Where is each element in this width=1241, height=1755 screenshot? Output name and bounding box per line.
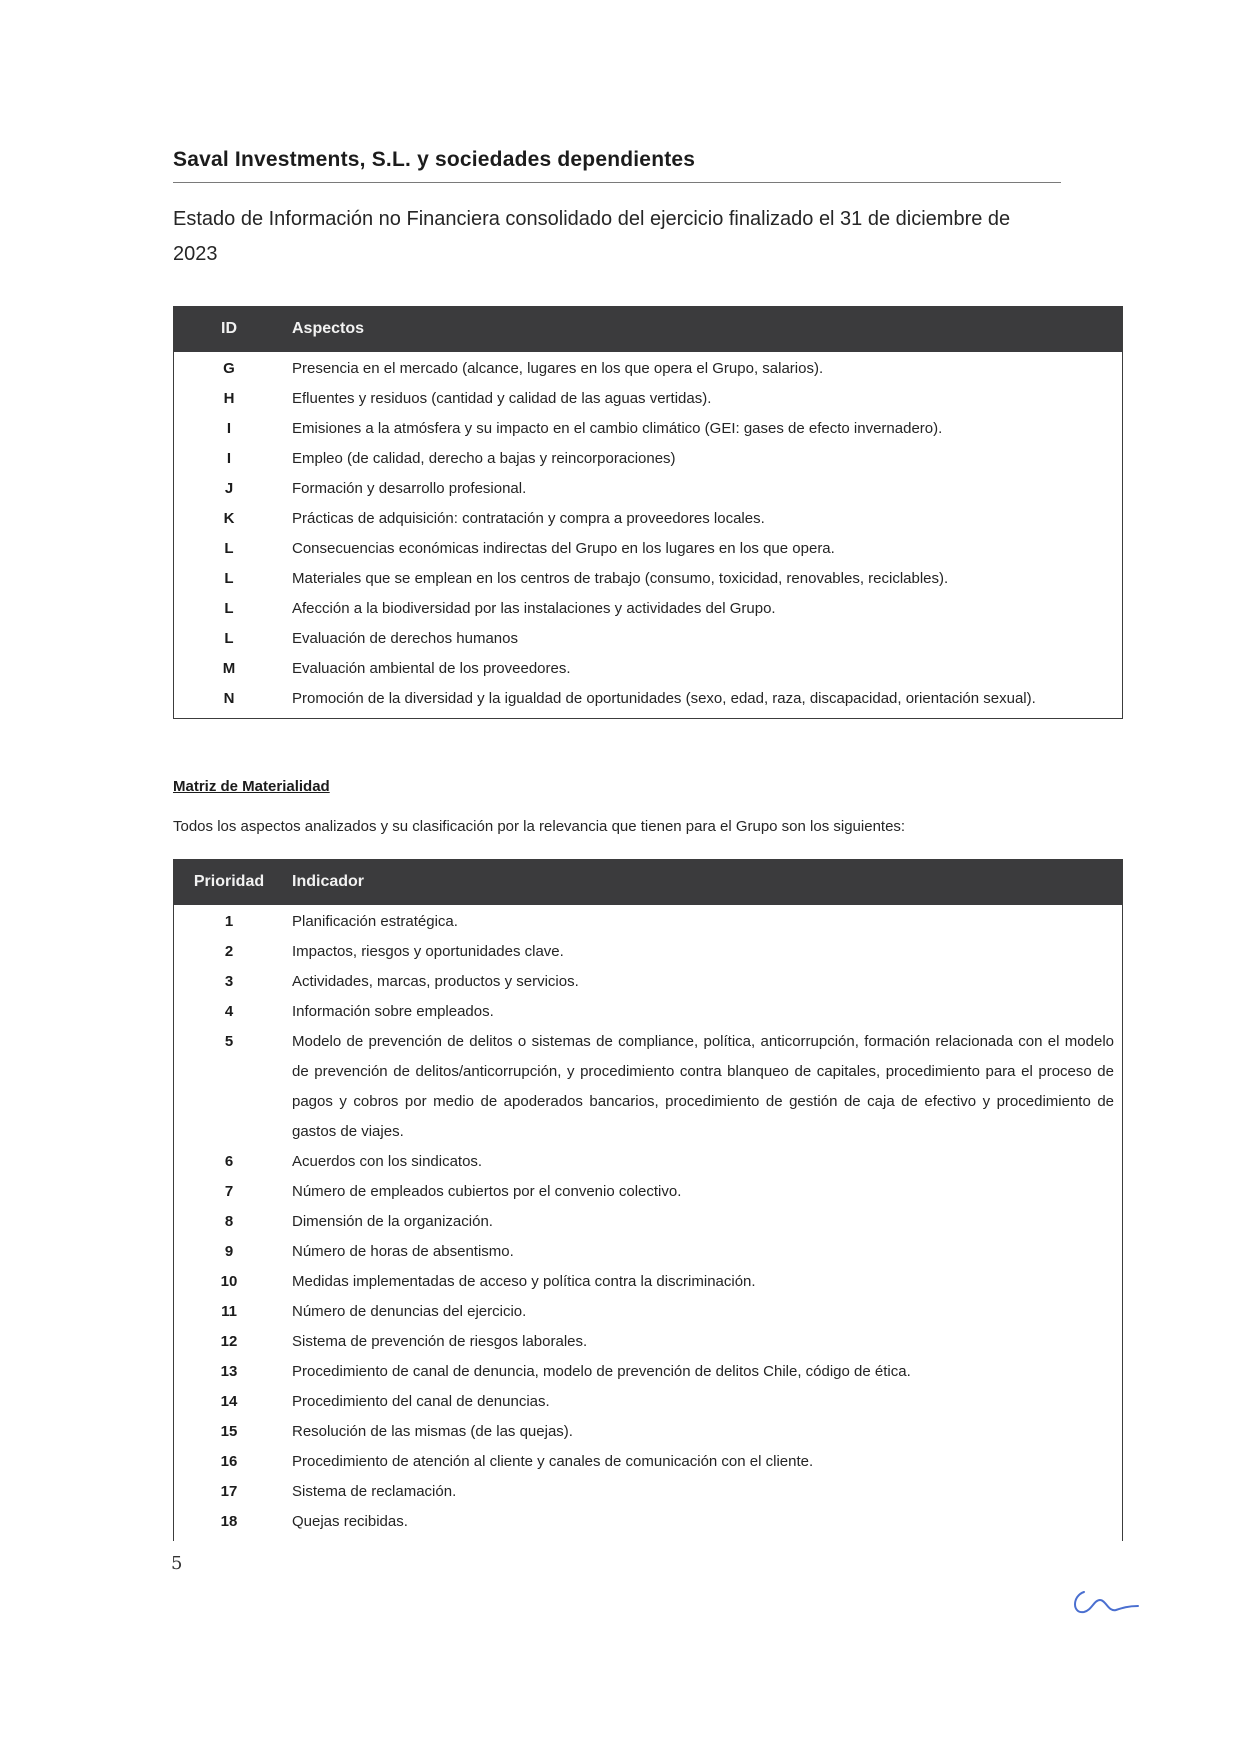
row-text: Materiales que se emplean en los centros de trabajo (consumo, toxicidad, renovables, reciclables). xyxy=(292,570,949,587)
row-text: Procedimiento del canal de denuncias. xyxy=(292,1393,550,1410)
table-row xyxy=(174,1267,1122,1297)
table-row xyxy=(174,1447,1122,1477)
table-row xyxy=(174,594,1122,624)
row-key: 10 xyxy=(220,1273,238,1290)
row-key: L xyxy=(224,630,234,647)
row-key: I xyxy=(226,450,232,467)
table-row xyxy=(174,504,1122,534)
row-text: Evaluación de derechos humanos xyxy=(292,630,518,647)
row-text: Afección a la biodiversidad por las instalaciones y actividades del Grupo. xyxy=(292,600,776,617)
header-aspectos: Aspectos xyxy=(292,320,365,337)
table-row xyxy=(174,997,1122,1027)
table-row xyxy=(174,654,1122,684)
materiality-table-body xyxy=(174,905,1122,1541)
row-text: Dimensión de la organización. xyxy=(292,1213,493,1230)
table-row xyxy=(174,1027,1122,1147)
row-text: Resolución de las mismas (de las quejas). xyxy=(292,1423,573,1440)
row-text: Número de horas de absentismo. xyxy=(292,1243,514,1260)
row-key: 17 xyxy=(220,1483,238,1500)
page-number: 5 xyxy=(171,1553,183,1574)
table-row xyxy=(174,1147,1122,1177)
row-text: Procedimiento de atención al cliente y canales de comunicación con el cliente. xyxy=(292,1453,814,1470)
row-text: Número de denuncias del ejercicio. xyxy=(292,1303,527,1320)
row-key: I xyxy=(226,420,232,437)
row-key: 1 xyxy=(224,913,234,930)
row-text: Sistema de prevención de riesgos laborales. xyxy=(292,1333,588,1350)
aspects-table-body xyxy=(174,352,1122,718)
company-name: Saval Investments, S.L. y sociedades dependientes xyxy=(173,148,696,171)
row-key: 9 xyxy=(224,1243,234,1260)
row-text: Impactos, riesgos y oportunidades clave. xyxy=(292,943,564,960)
row-key: 4 xyxy=(224,1003,234,1020)
table-row xyxy=(174,564,1122,594)
row-key: 13 xyxy=(220,1363,238,1380)
row-text: Planificación estratégica. xyxy=(292,913,458,930)
aspects-table-header xyxy=(174,306,1122,352)
row-text: Evaluación ambiental de los proveedores. xyxy=(292,660,571,677)
row-key: 14 xyxy=(220,1393,238,1410)
signature-mark xyxy=(1070,1586,1140,1622)
table-row xyxy=(174,1327,1122,1357)
row-key: N xyxy=(223,690,235,707)
header-id: ID xyxy=(221,320,237,337)
table-row xyxy=(174,1477,1122,1507)
row-text: Número de empleados cubiertos por el convenio colectivo. xyxy=(292,1183,682,1200)
row-text: Promoción de la diversidad y la igualdad de oportunidades (sexo, edad, raza, discapacidad, orientación sexual). xyxy=(292,690,1036,707)
row-text: Sistema de reclamación. xyxy=(292,1483,457,1500)
row-key: 3 xyxy=(224,973,234,990)
row-text: Procedimiento de canal de denuncia, modelo de prevención de delitos Chile, código de ética. xyxy=(292,1363,911,1380)
header-indicador: Indicador xyxy=(292,873,365,890)
row-key: K xyxy=(223,510,235,527)
table-row xyxy=(174,534,1122,564)
row-text: Modelo de prevención de delitos o sistemas de compliance, política, anticorrupción, formación relacionada con el modelo de prevención de delitos/anticorrupción, y procedimiento contra blanqueo de capitales, procedimiento para el proceso de pagos y cobros por medio de apoderados bancarios, procedimiento de gestión de caja de efectivo y procedimiento de gastos de viajes. xyxy=(292,1033,1114,1140)
aspects-table xyxy=(173,306,1123,719)
row-key: 16 xyxy=(220,1453,238,1470)
table-row xyxy=(174,967,1122,997)
row-text: Información sobre empleados. xyxy=(292,1003,494,1020)
table-row xyxy=(174,684,1122,714)
row-key: 2 xyxy=(224,943,234,960)
row-key: 18 xyxy=(220,1513,238,1530)
table-row xyxy=(174,1207,1122,1237)
row-key: 7 xyxy=(224,1183,234,1200)
table-row xyxy=(174,1507,1122,1537)
row-text: Presencia en el mercado (alcance, lugares en los que opera el Grupo, salarios). xyxy=(292,360,824,377)
table-row xyxy=(174,414,1122,444)
row-key: M xyxy=(222,660,236,677)
table-row xyxy=(174,1417,1122,1447)
row-text: Prácticas de adquisición: contratación y compra a proveedores locales. xyxy=(292,510,765,527)
row-key: 5 xyxy=(224,1033,234,1050)
table-row xyxy=(174,444,1122,474)
materiality-intro: Todos los aspectos analizados y su clasificación por la relevancia que tienen para el Grupo son los siguientes: xyxy=(173,818,906,835)
materiality-table xyxy=(173,859,1123,1541)
row-text: Consecuencias económicas indirectas del Grupo en los lugares en los que opera. xyxy=(292,540,835,557)
row-key: 12 xyxy=(220,1333,238,1350)
table-row xyxy=(174,1297,1122,1327)
report-subtitle: Estado de Información no Financiera consolidado del ejercicio finalizado el 31 de diciembre de 2023 xyxy=(173,208,1011,265)
materiality-title: Matriz de Materialidad xyxy=(173,778,330,795)
row-text: Efluentes y residuos (cantidad y calidad de las aguas vertidas). xyxy=(292,390,712,407)
materiality-table-header xyxy=(174,859,1122,905)
row-key: L xyxy=(224,540,234,557)
table-row xyxy=(174,1237,1122,1267)
table-row xyxy=(174,907,1122,937)
header-prioridad: Prioridad xyxy=(193,873,265,890)
row-key: J xyxy=(224,480,234,497)
row-key: 15 xyxy=(220,1423,238,1440)
row-key: 8 xyxy=(224,1213,234,1230)
row-text: Empleo (de calidad, derecho a bajas y reincorporaciones) xyxy=(292,450,676,467)
table-row xyxy=(174,1177,1122,1207)
table-row xyxy=(174,354,1122,384)
row-text: Emisiones a la atmósfera y su impacto en el cambio climático (GEI: gases de efecto invernadero). xyxy=(292,420,943,437)
row-text: Quejas recibidas. xyxy=(292,1513,408,1530)
row-key: G xyxy=(223,360,235,377)
row-key: L xyxy=(224,600,234,617)
row-key: 11 xyxy=(221,1303,237,1320)
row-key: 6 xyxy=(224,1153,234,1170)
row-text: Formación y desarrollo profesional. xyxy=(292,480,527,497)
row-text: Acuerdos con los sindicatos. xyxy=(292,1153,483,1170)
row-key: H xyxy=(223,390,235,407)
header-divider xyxy=(173,182,1061,183)
table-row xyxy=(174,384,1122,414)
row-text: Medidas implementadas de acceso y política contra la discriminación. xyxy=(292,1273,756,1290)
table-row xyxy=(174,937,1122,967)
table-row xyxy=(174,1387,1122,1417)
table-row xyxy=(174,474,1122,504)
table-row xyxy=(174,624,1122,654)
row-key: L xyxy=(224,570,234,587)
row-text: Actividades, marcas, productos y servicios. xyxy=(292,973,579,990)
table-row xyxy=(174,1357,1122,1387)
